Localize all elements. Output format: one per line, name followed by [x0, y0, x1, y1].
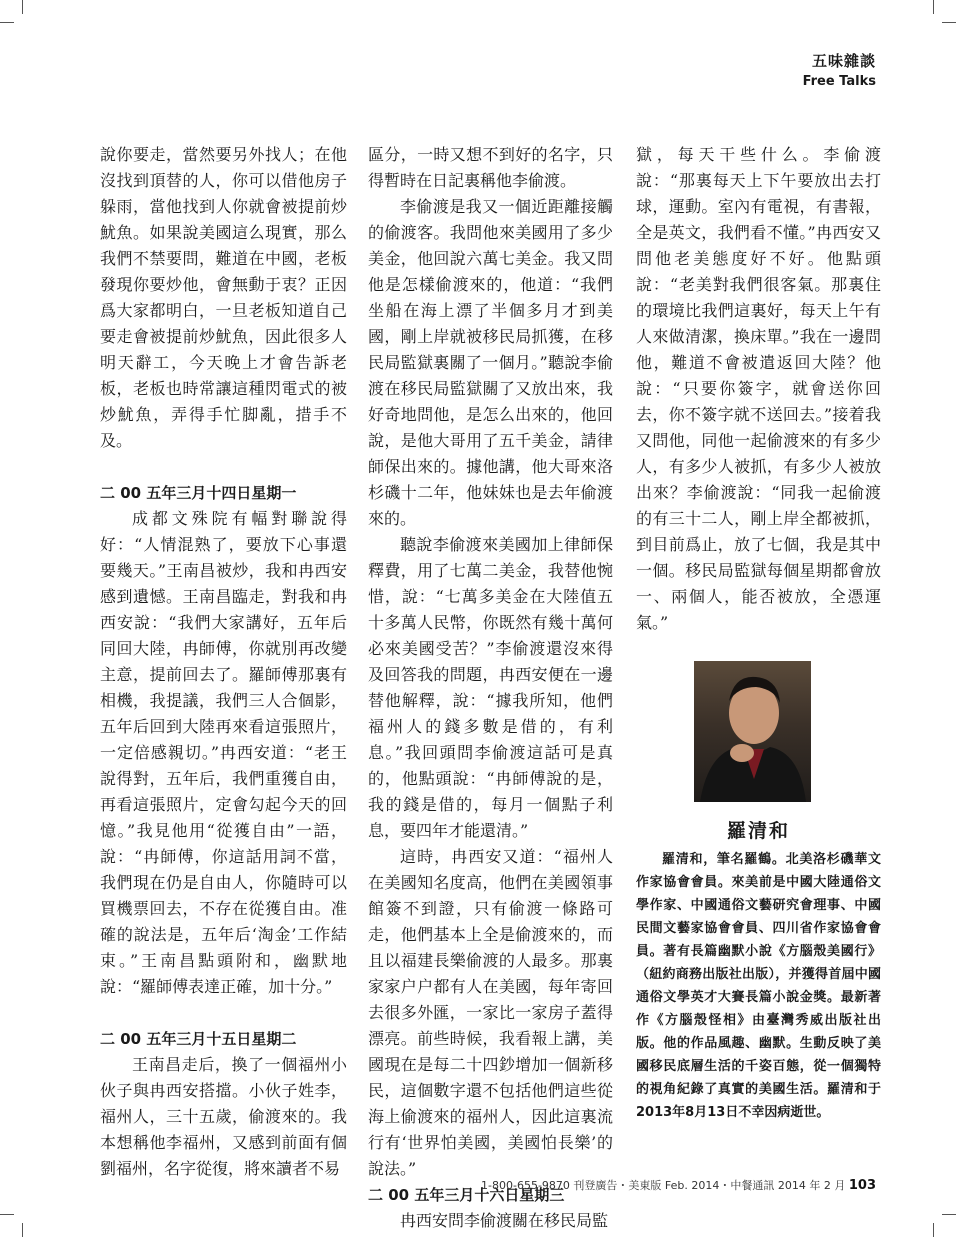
crop-mark [933, 0, 934, 14]
diary-date-heading: 二 00 五年三月十四日星期一 [100, 484, 297, 502]
column-2 [368, 142, 613, 1234]
author-bio: 羅清和，筆名羅鶴。北美洛杉磯華文作家協會會員。來美前是中國大陸通俗文學作家、中國通俗文藝研究會理事、中國民間文藝家協會會員、四川省作家協會會員。著有長篇幽默小說《方腦殼美國行》（紐約商務出版社出版），并獲得首屆中國通俗文學英才大賽長篇小說金獎。最新著作《方腦殼怪相》由臺灣秀威出版社出版。他的作品風趣、幽默。生動反映了美國移民底層生活的千姿百態，從一個獨特的視角紀錄了真實的美國生活。羅清和于2013年8月13日不幸因病逝世。 [636, 852, 881, 1120]
paragraph: 這時，冉西安又道：“福州人在美國知名度高，他們在美國領事館簽不到證，只有偷渡一條路可走，他們基本上全是偷渡來的，而且以福建長樂偷渡的人最多。那裏家家户户都有人在美國，每年寄回去很多外匯，一家比一家房子蓋得漂亮。前些時候，我看報上講，美國現在是每二十四鈔增加一個新移民，這個數字還不包括他們這些從海上偷渡來的福州人，因此這裏流行有‘世界怕美國，美國怕長樂’的說法。” [368, 847, 613, 1178]
page-footer [481, 1177, 876, 1193]
author-photo [694, 661, 811, 802]
diary-date-heading: 二 00 五年三月十五日星期二 [100, 1030, 297, 1048]
paragraph: 獄，每天干些什么。李偷渡說：“那裏每天上下午要放出去打球，運動。室內有電視，有書報，全是英文，我們看不懂。”冉西安又問他老美態度好不好。他點頭說：“老美對我們很客氣。那裏住的環境比我們這裏好，每天上午有人來做清潔，換床單。”我在一邊問他，難道不會被遣返回大陸？他說：“只要你簽字，就會送你回去，你不簽字就不送回去。”接着我又問他，同他一起偷渡來的有多少人，有多少人被抓，有多少人被放出來？李偷渡說：“同我一起偷渡的有三十二人，剛上岸全都被抓，到目前爲止，放了七個，我是其中一個。移民局監獄每個星期都會放一、兩個人，能否被放，全憑運氣。” [636, 145, 881, 632]
paragraph: 王南昌走后，換了一個福州小伙子與冉西安搭擋。小伙子姓李，福州人，三十五歲，偷渡來的。我本想稱他李福州，又感到前面有個劉福州，名字從復，將來讀者不易 [100, 1055, 347, 1178]
crop-mark [933, 1223, 934, 1237]
diary-date-heading: 二 00 五年三月十六日星期三 [368, 1186, 565, 1204]
paragraph: 說你要走，當然要另外找人；在他沒找到頂替的人，你可以借他房子躲雨，當他找到人你就會被提前炒魷魚。如果說美國這么現實，那么我們不禁要問，難道在中國，老板發現你要炒他，會無動于衷？正因爲大家都明白，一旦老板知道自己要走會被提前炒魷魚，因此很多人明天辭工，今天晚上才會告訴老板，老板也時常讓這種閃電式的被炒魷魚，弄得手忙脚亂，措手不及。 [100, 145, 347, 450]
crop-mark [22, 1223, 23, 1237]
crop-mark [942, 1214, 956, 1215]
crop-mark [0, 1214, 14, 1215]
paragraph: 李偷渡是我又一個近距離接觸的偷渡客。我問他來美國用了多少美金，他回說六萬七美金。我又問他是怎樣偷渡來的，他道：“我們坐船在海上漂了半個多月才到美國，剛上岸就被移民局抓獲，在移民局監獄裏關了一個月。”聽說李偷渡在移民局監獄關了又放出來，我好奇地問他，是怎么出來的，他回說，是他大哥用了五千美金，請律師保出來的。據他講，他大哥來洛杉磯十二年，他妹妹也是去年偷渡來的。 [368, 197, 613, 528]
paragraph: 聽說李偷渡來美國加上律師保釋費，用了七萬二美金，我替他惋惜，說：“七萬多美金在大陸值五十多萬人民幣，你既然有幾十萬何必來美國受苦？”李偷渡還沒來得及回答我的問題，冉西安便在一邊替他解釋，說：“據我所知，他們福州人的錢多數是借的，有利息。”我回頭問李偷渡這話可是真的，他點頭說：“冉師傅說的是，我的錢是借的，每月一個點子利息，要四年才能還清。” [368, 535, 613, 840]
section-title-zh: 五味雜談 [811, 52, 876, 70]
section-title-en: Free Talks [802, 74, 876, 89]
paragraph: 冉西安問李偷渡關在移民局監 [400, 1211, 609, 1230]
footer-text: 1-800-655-9870 刊登廣告・美東版 Feb. 2014・中餐通訊 2014 年 2 月 [481, 1179, 846, 1192]
author-name: 羅清和 [726, 820, 790, 842]
paragraph: 區分，一時又想不到好的名字，只得暫時在日記裏稱他李偷渡。 [368, 145, 613, 190]
page-number: 103 [848, 1178, 876, 1193]
crop-mark [942, 22, 956, 23]
paragraph: 成都文殊院有幅對聯說得好：“人情混熟了，要放下心事還要幾天。”王南昌被炒，我和冉西安感到遺憾。王南昌臨走，對我和冉西安說：“我們大家講好，五年后同回大陸，冉師傅，你就別再改變主意，提前回去了。羅師傅那裏有相機，我提議，我們三人合個影，五年后回到大陸再來看這張照片，一定倍感親切。”冉西安道：“老王說得對，五年后，我們重獲自由，再看這張照片，定會勾起今天的回憶。”我見他用“從獲自由”一語，說：“冉師傅，你這話用詞不當，我們現在仍是自由人，你隨時可以買機票回去，不存在從獲自由。准確的說法是，五年后‘淘金’工作結束。”王南昌點頭附和，幽默地說：“羅師傅表達正確，加十分。” [100, 509, 347, 996]
column-1 [100, 142, 347, 1182]
crop-mark [22, 0, 23, 14]
crop-mark [0, 22, 14, 23]
column-3 [636, 142, 881, 636]
